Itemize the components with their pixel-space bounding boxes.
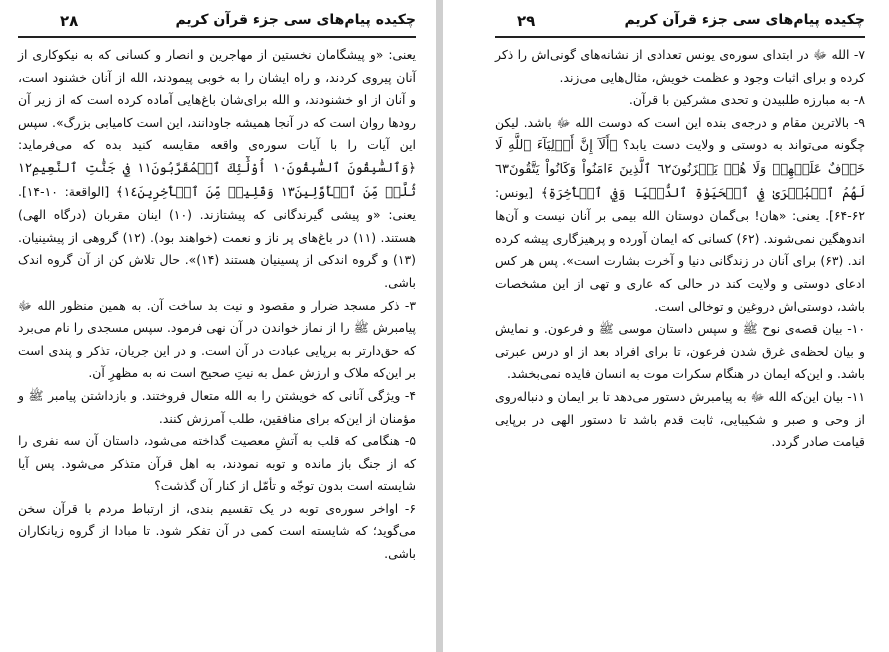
text-run: ۵- هنگامی که قلب به آتشِ معصیت گداخته می‌شود، داستان آن سه نفری را که از جنگ باز مانده و توبه نمودند، به اهل قرآن متذکر می‌شود. پس آیا شایسته است بدون توجّه و تأمّل از کنار آن گذشت؟ (18, 433, 416, 494)
paragraph (18, 295, 416, 385)
text-run: ۷- الله ﷻ در ابتدای سوره‌ی یونس تعدادی از نشانه‌های گونی‌اش را ذکر کرده و برای اثبات وجود و عظمت خویش، مثال‌هایی می‌زند. (495, 47, 865, 85)
page-body (18, 44, 416, 566)
page-number: ۲۸ (60, 12, 79, 30)
quran-verse: ﴿وَٱلسَّٰبِقُونَ ٱلسَّٰبِقُونَ⁠١٠ أُوْلَٰٓئِكَ ٱلۡمُقَرَّبُونَ⁠١١ فِي جَنَّٰتِ ٱلنَّعِيمِ⁠١٢ ثُلَّةٞ مِّنَ ٱلۡأَوَّلِينَ⁠١٣ وَقَلِيلٞ مِّنَ ٱلۡأٓخِرِينَ⁠١٤﴾ (18, 160, 416, 200)
paragraph (495, 112, 865, 318)
paragraph (495, 44, 865, 89)
paragraph (18, 498, 416, 566)
book-gutter (436, 0, 443, 652)
paragraph (18, 44, 416, 295)
page-body (495, 44, 865, 454)
page-header (495, 10, 865, 38)
text-run: ۸- به مبارزه طلبیدن و تحدی مشرکین با قرآن. (628, 92, 865, 108)
paragraph (18, 385, 416, 430)
text-run: ۳- ذکر مسجد ضرار و مقصود و نیت بد ساخت آن. به همین منظور الله ﷻ پیامبرش ﷺ را از نماز خواندن در آن نهی فرمود. سپس مسجدی را نام می‌برد که حق‌دارتر به برپایی عبادت در آن است. و در این جریان، تذکر و پندی است بر این‌که ملاک و ارزش عمل به نیتِ صحیح است نه به مظهرِ آن. (18, 297, 416, 381)
text-run: یعنی: «و پیشگامان نخستین از مهاجرین و انصار و کسانی که به نیکوکاری از آنان پیروی کردند، و راه ایشان را به خوبی پیمودند، الله از آنان خشنود است، و آنان از او خشنودند، و الله برای‌شان باغ‌هایی آماده کرده است که از زیر آن رودها روان است که در آنجا همیشه جاودانند، این است کامیابی بزرگ». سپس این آیات را با آیات سوره‌ی واقعه مقایسه کنید بده که می‌فرماید: (18, 47, 416, 153)
text-run: ۹- بالاترین مقام و درجه‌ی بنده این است که دوست الله ﷻ باشد. لیکن چگونه می‌تواند به دوستی و ولایت دست یابد؟ (495, 114, 865, 153)
left-page (0, 0, 436, 652)
page-header (18, 10, 416, 38)
paragraph (495, 318, 865, 386)
text-run: [الواقعة: ۱۰-۱۴]. یعنی: «و پیشی گیرندگانی که پیشتازند. (۱۰) اینان مقربان (درگاه الهی) هستند. (۱۱) در باغ‌های پر ناز و نعمت (خواهند بود). (۱۲) گروهی از پیشینیان. (۱۳) و گروه اندکی از پسینیان هستند (۱۴)». حال تلاش کن از آن گروه اندک باشی. (18, 183, 417, 290)
paragraph (18, 430, 416, 498)
header-title: چکیده پیام‌های سی جزء قرآن کریم (624, 12, 865, 28)
page-number: ۲۹ (517, 12, 536, 30)
text-run: ۴- ویژگی آنانی که خویشتن را به الله متعال فروختند. و بازداشتن پیامبر ﷺ و مؤمنان از این‌که برای منافقین، طلب آمرزش کنند. (18, 387, 416, 426)
paragraph (495, 89, 865, 112)
text-run: ۱۰- بیان قصه‌ی نوح ﷺ و سپس داستان موسی ﷺ و فرعون. و نمایش و بیان لحظه‌ی غرق شدن فرعون، تا برای افراد بعد از او درس عبرتی باشد. و این‌که ایمان در هنگام سکرات موت به انسان فایده نمی‌بخشد. (495, 321, 865, 382)
paragraph (495, 386, 865, 454)
text-run: [یونس: ۶۲-۶۴]. یعنی: «هان! بی‌گمان دوستان الله بیمی بر آنان نیست و آن‌ها اندوهگین نمی‌شوند. (۶۲) کسانی که ایمان آورده و پرهیزگاری پیشه کرده اند. (۶۳) برای آنان در زندگانی دنیا و آخرت بشارت است». پس هر کس ادعای دوستی و ولایت کند در حالی که عاری و تهی از این مشخصات باشد، دوستی‌اش دروغین و توخالی است. (495, 184, 865, 314)
right-page (443, 0, 889, 652)
quran-verse: ﴿أَلَآ إِنَّ أَوۡلِيَآءَ ٱللَّهِ لَا خَوۡفٌ عَلَيۡهِمۡ وَلَا هُمۡ يَحۡزَنُونَ⁠٦٢ ٱلَّذِينَ ءَامَنُواْ وَكَانُواْ يَتَّقُونَ⁠٦٣ لَهُمُ ٱلۡبُشۡرَىٰ فِي ٱلۡحَيَوٰةِ ٱلدُّنۡيَا وَفِي ٱلۡأٓخِرَةِ﴾ (495, 138, 865, 201)
text-run: ۱۱- بیان این‌که الله ﷻ به پیامبرش دستور می‌دهد تا بر ایمان و دنباله‌روی از وحی و صبر و شکیبایی، ثابت قدم باشد تا دستور الهی در برپایی قیامت صادر گردد. (495, 388, 865, 450)
text-run: ۶- اواخر سوره‌ی توبه در یک تقسیم بندی، از ارتباط مردم با قرآن سخن می‌گوید؛ که شایسته است کمی در آن تفکر شود. تا مبادا از گروه زیانکاران باشی. (18, 500, 416, 562)
header-title: چکیده پیام‌های سی جزء قرآن کریم (175, 12, 416, 28)
